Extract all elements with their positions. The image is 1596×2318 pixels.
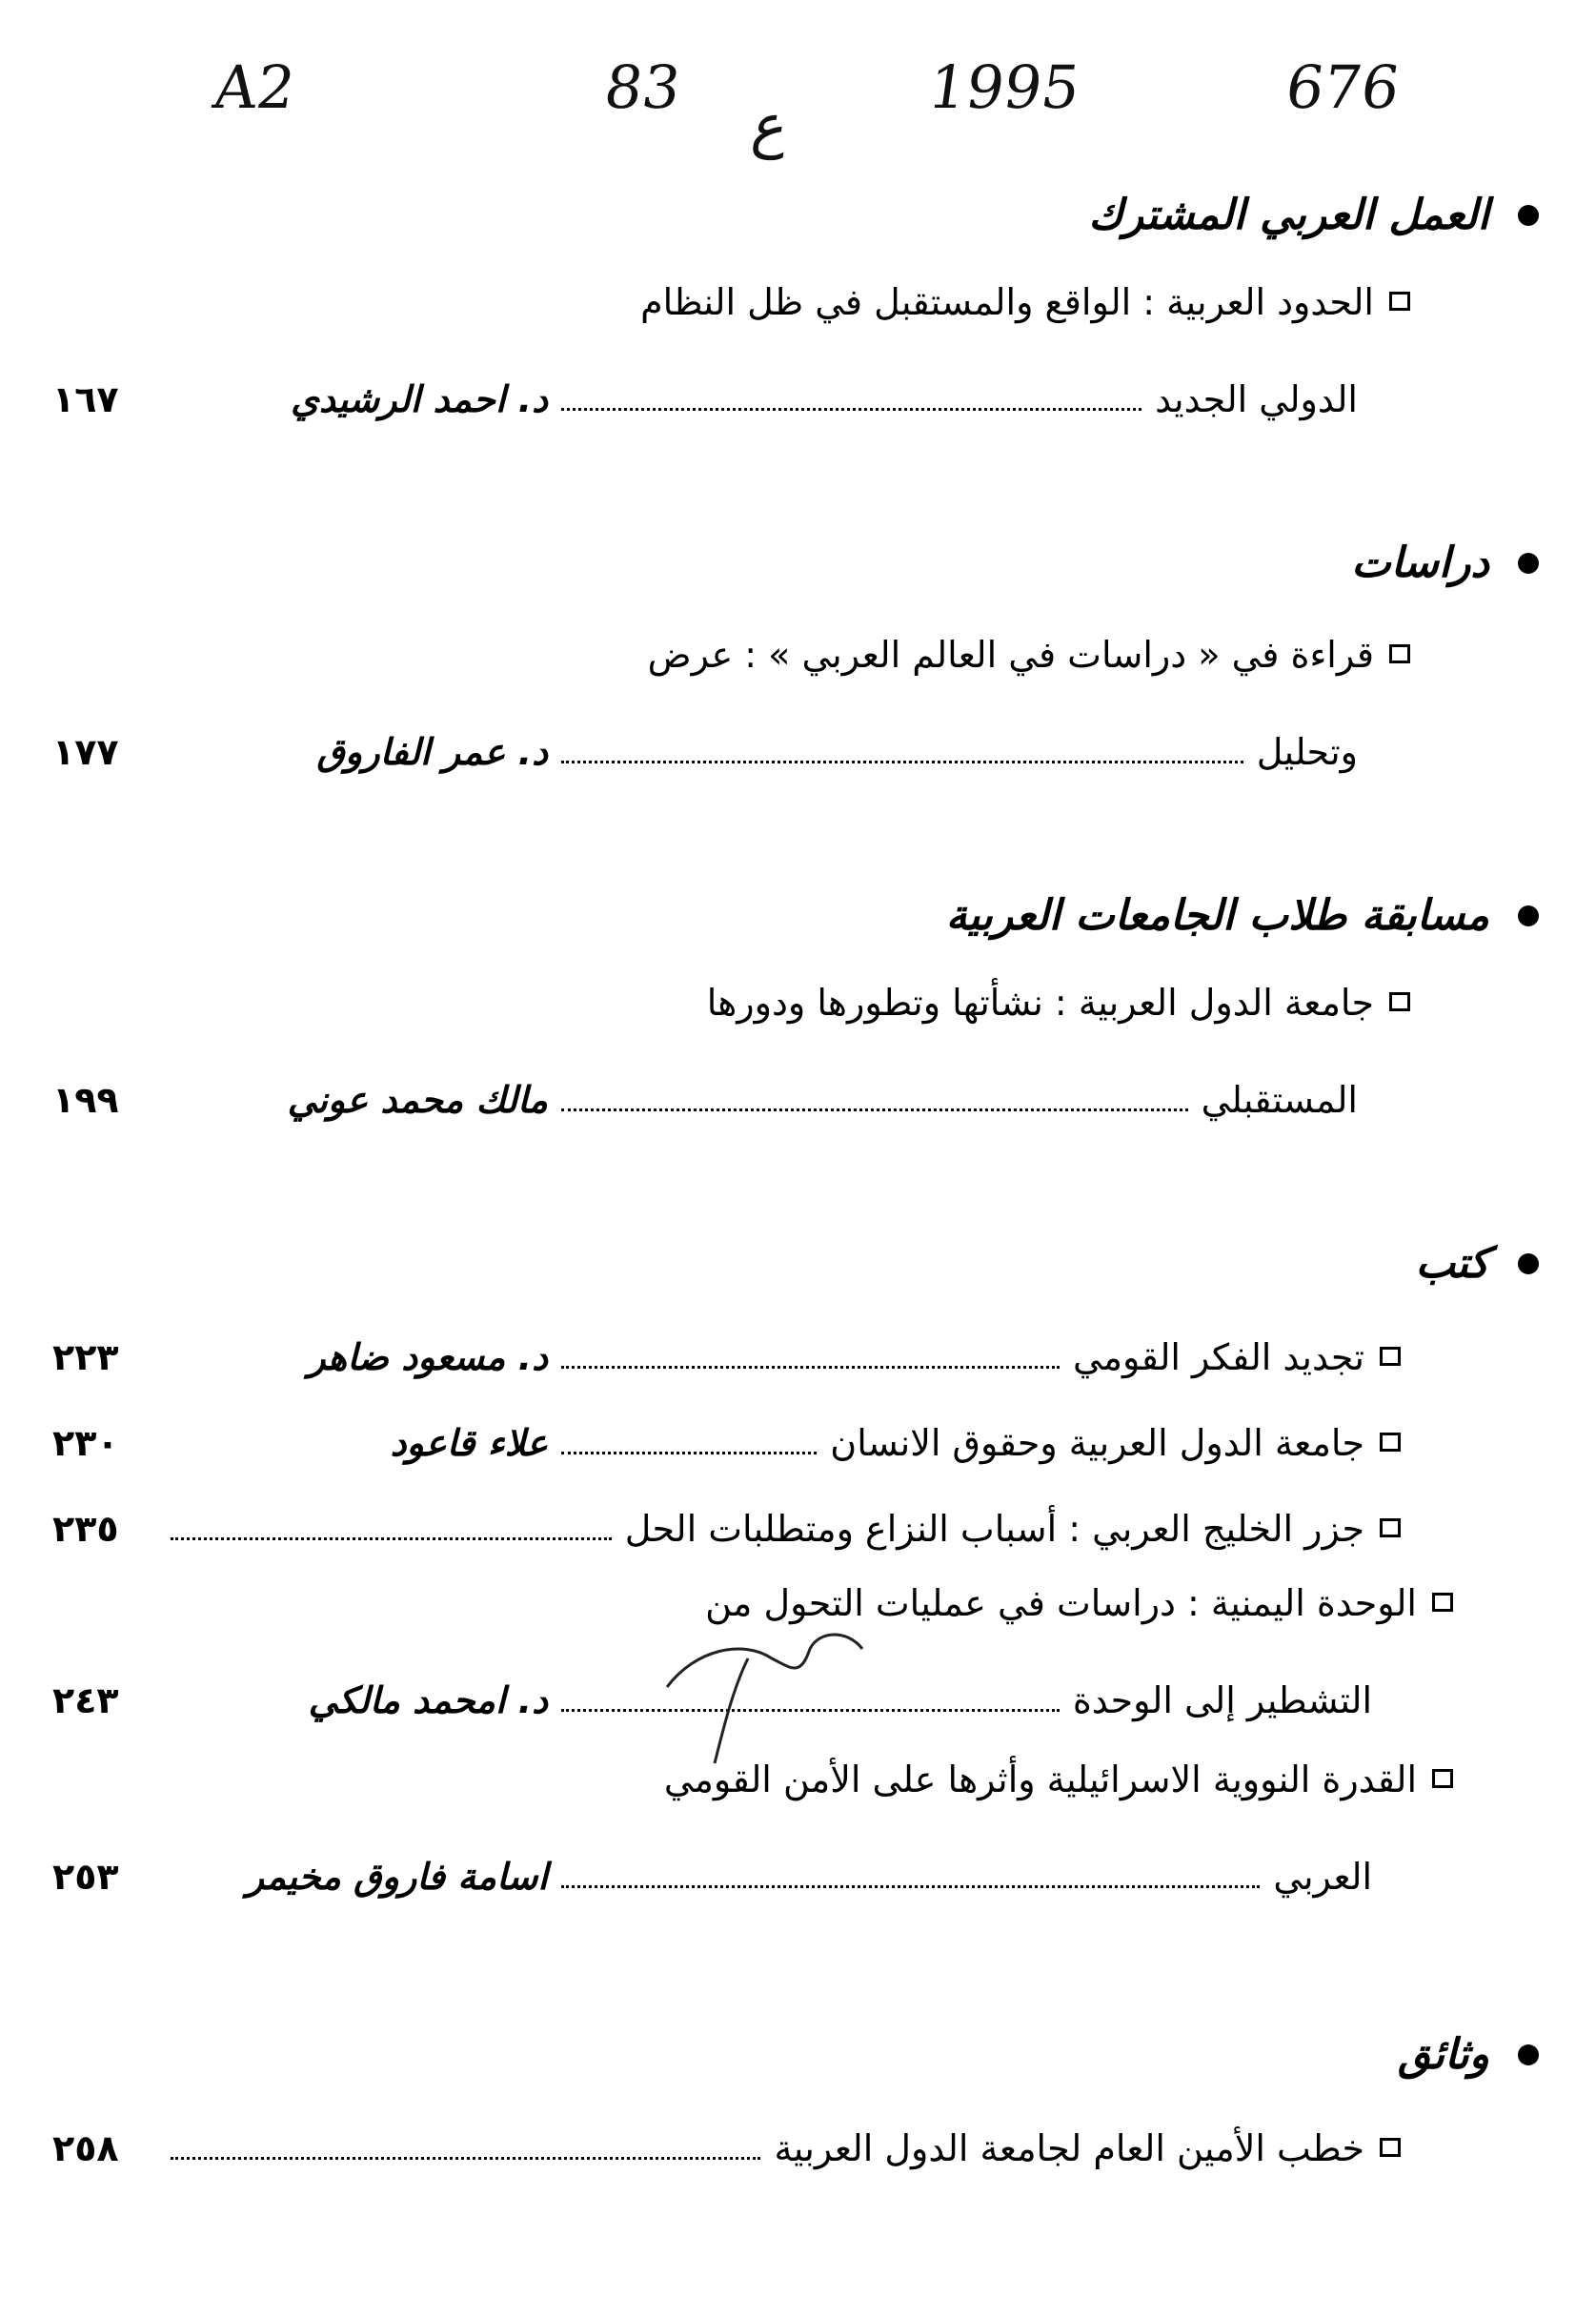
checkbox-icon (1380, 1347, 1401, 1366)
entry-title-line: الحدود العربية : الواقع والمستقبل في ظل النظام (640, 281, 1410, 323)
entry-page: ٢٥٣ (52, 1856, 119, 1898)
bullet-icon (1518, 905, 1539, 926)
bullet-icon (1518, 553, 1539, 574)
entry-page: ٢٤٣ (52, 1679, 119, 1721)
entry-page: ٢٢٣ (52, 1336, 119, 1378)
section-heading-text: دراسات (1351, 539, 1489, 587)
entry-page: ١٧٧ (52, 731, 119, 773)
toc-entry[interactable] (52, 1068, 1544, 1121)
entry-page: ٢٥٨ (52, 2127, 119, 2169)
toc-entry[interactable] (52, 1496, 1544, 1550)
section-heading-text: العمل العربي المشترك (1088, 191, 1489, 239)
entry-title-line: جامعة الدول العربية : نشأتها وتطورها ودورها (707, 982, 1410, 1024)
entry-title: المستقبلي (1201, 1079, 1358, 1121)
entry-page: ١٦٧ (52, 378, 119, 420)
leader-dots (561, 760, 1243, 763)
section-heading (1398, 2030, 1539, 2079)
bullet-icon (1518, 2044, 1539, 2065)
entry-author: د. مسعود ضاهر (308, 1336, 548, 1378)
section-heading-text: مسابقة طلاب الجامعات العربية (945, 891, 1489, 940)
entry-title: جامعة الدول العربية وحقوق الانسان (830, 1422, 1544, 1464)
entry-title: العربي (1273, 1856, 1372, 1898)
entry-author: اسامة فاروق مخيمر (246, 1856, 548, 1898)
entry-title: تجديد الفكر القومي (1073, 1336, 1544, 1378)
bullet-icon (1518, 205, 1539, 226)
entry-page: ٢٣٠ (52, 1422, 119, 1464)
bullet-icon (1518, 1253, 1539, 1274)
toc-entry[interactable] (52, 1325, 1544, 1378)
checkbox-icon (1380, 2138, 1401, 2157)
entry-title: جزر الخليج العربي : أسباب النزاع ومتطلبات الحل (625, 1508, 1544, 1550)
toc-entry[interactable] (52, 720, 1544, 773)
entry-author: د. امحمد مالكي (308, 1679, 548, 1721)
checkbox-icon (1380, 1433, 1401, 1452)
section-heading-text: وثائق (1398, 2030, 1489, 2079)
entry-title: وتحليل (1256, 731, 1358, 773)
entry-page: ٢٣٥ (52, 1508, 119, 1550)
handwritten-note: 83 (599, 52, 686, 122)
leader-dots (561, 1108, 1188, 1111)
checkbox-icon (1380, 1518, 1401, 1537)
checkbox-icon (1432, 1769, 1453, 1788)
leader-dots (561, 1884, 1260, 1888)
leader-dots (561, 1451, 817, 1454)
section-heading (1351, 539, 1539, 587)
checkbox-icon (1389, 644, 1410, 663)
entry-title: خطب الأمين العام لجامعة الدول العربية (774, 2127, 1544, 2169)
entry-title: الدولي الجديد (1155, 378, 1358, 420)
leader-dots (171, 2156, 760, 2160)
handwritten-note: 676 (1281, 52, 1404, 122)
section-heading (946, 891, 1539, 940)
pen-scribble (657, 1611, 886, 1773)
toc-entry[interactable] (52, 1844, 1544, 1898)
entry-title: التشطير إلى الوحدة (1072, 1679, 1372, 1721)
handwritten-note: ع (747, 91, 794, 160)
checkbox-icon (1389, 292, 1410, 311)
checkbox-icon (1432, 1593, 1453, 1612)
entry-title-line: الوحدة اليمنية : دراسات في عمليات التحول من (705, 1582, 1453, 1624)
entry-author: مالك محمد عوني (287, 1079, 548, 1121)
entry-author: د. عمر الفاروق (316, 731, 548, 773)
entry-title-line: القدرة النووية الاسرائيلية وأثرها على الأمن القومي (664, 1759, 1453, 1800)
checkbox-icon (1389, 992, 1410, 1011)
toc-entry[interactable] (52, 1411, 1544, 1464)
toc-entry[interactable] (52, 2116, 1544, 2169)
handwritten-note: 1995 (923, 52, 1084, 122)
entry-author: علاء قاعود (390, 1422, 548, 1464)
section-heading-text: كتب (1415, 1239, 1489, 1288)
leader-dots (171, 1536, 612, 1540)
section-heading (1416, 1239, 1539, 1288)
handwritten-note: A2 (209, 52, 300, 122)
section-heading (1089, 191, 1539, 239)
entry-author: د. احمد الرشيدي (291, 378, 548, 420)
leader-dots (561, 1365, 1060, 1369)
entry-page: ١٩٩ (52, 1079, 119, 1121)
toc-entry[interactable] (52, 367, 1544, 420)
entry-title-line: قراءة في « دراسات في العالم العربي » : عرض (648, 634, 1410, 676)
leader-dots (561, 407, 1141, 411)
